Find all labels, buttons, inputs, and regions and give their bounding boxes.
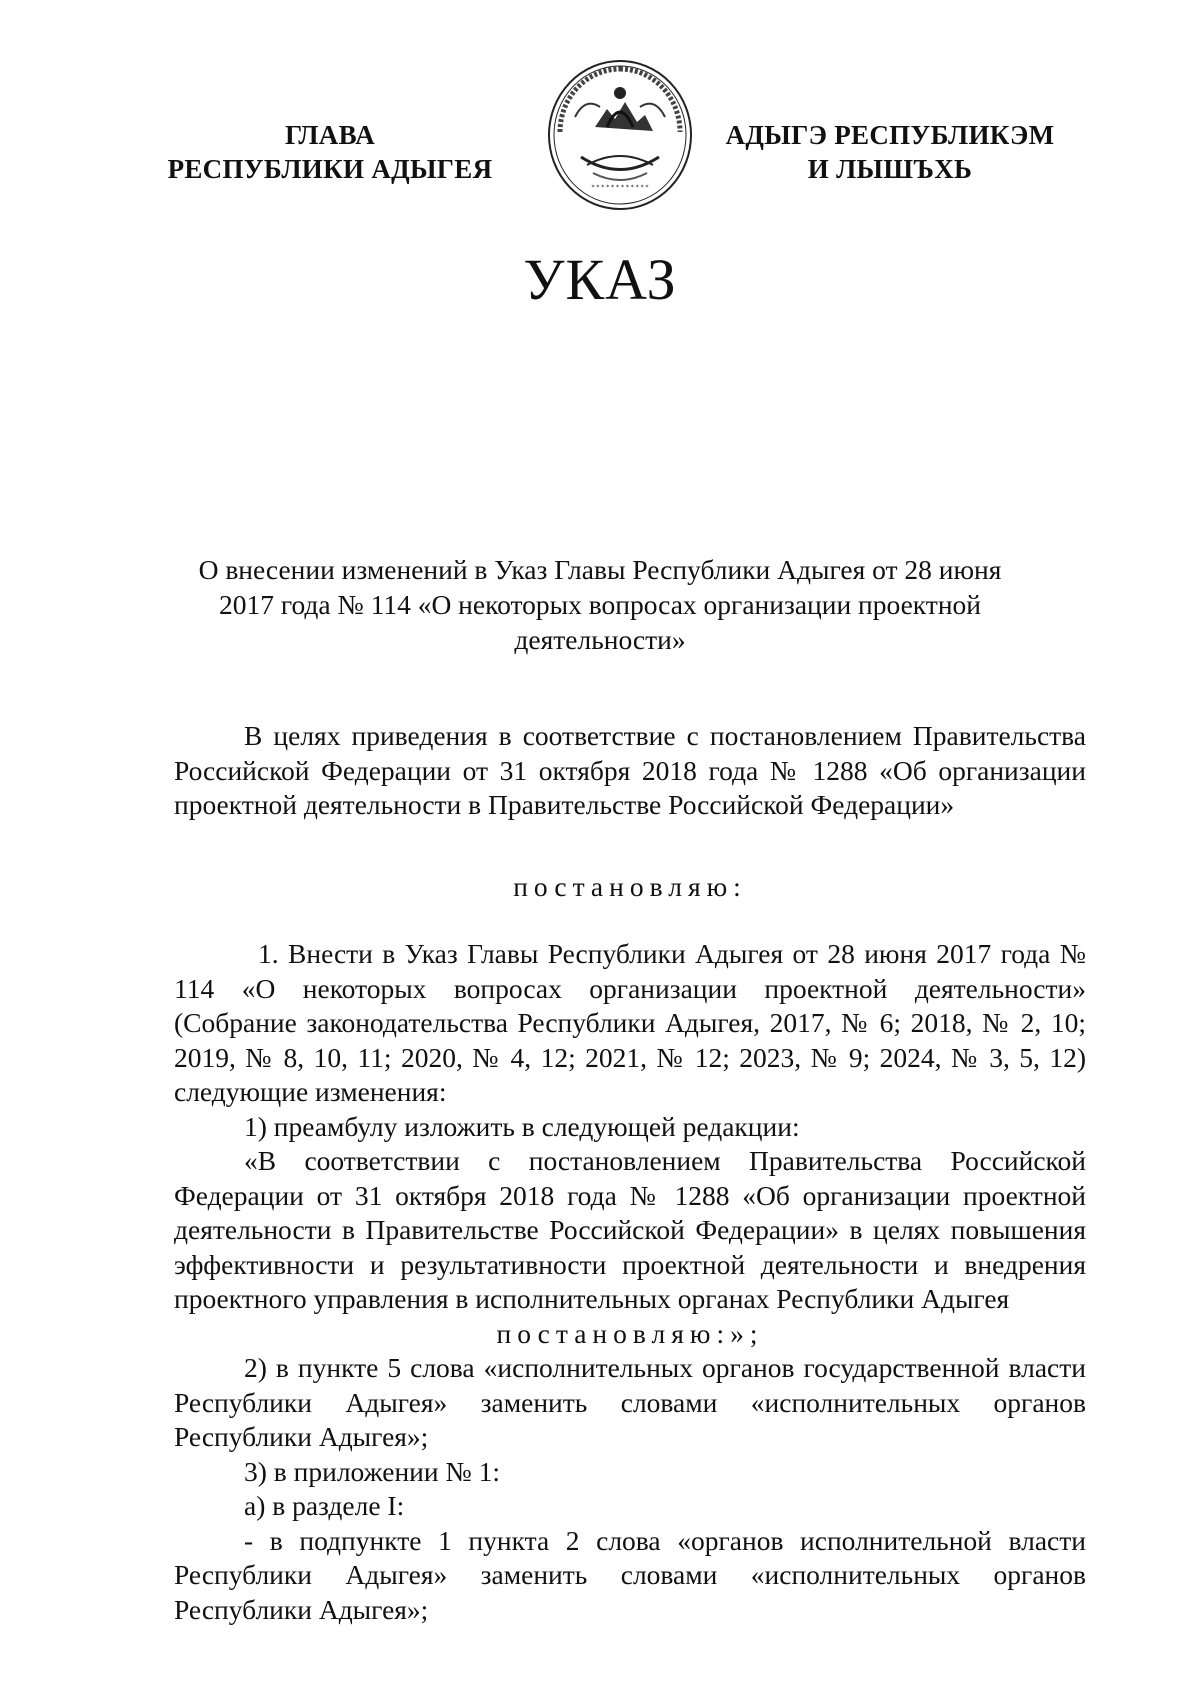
header-right-line1: АДЫГЭ РЕСПУБЛИКЭМ <box>725 120 1055 150</box>
document-title: УКАЗ <box>523 247 677 312</box>
svg-text:* * * * * * * * * * * *: * * * * * * * * * * * * <box>591 184 649 191</box>
decree-word-block <box>174 870 1086 905</box>
preamble-quote: «В соответствии с постановлением Правительства Российской Федерации от 31 октября 2018 года № 1288 «Об организации проектной деятельности в Правительстве Российской Федерации» в целях повышения эффективности и результативности проектной деятельности и внедрения проектного управления в исполнительных органах Республики Адыгея <box>174 1145 1086 1314</box>
coat-of-arms-icon <box>545 57 695 212</box>
dash-item-1: - в подпункте 1 пункта 2 слова «органов исполнительной власти Республики Адыгея» заменить словами «исполнительных органов Республики Адыгея»; <box>174 1524 1086 1625</box>
header-right-line2: И ЛЫШЪХЬ <box>807 154 973 184</box>
subject-line1: О внесении изменений в Указ Главы Республики Адыгея от 28 июня <box>198 554 1002 585</box>
header-right <box>680 118 1100 186</box>
decree-word: постановляю: <box>513 871 747 902</box>
intro-paragraph <box>174 719 1086 823</box>
header-left <box>150 118 510 186</box>
subitem-2: 2) в пункте 5 слова «исполнительных органов государственной власти Республики Адыгея» заменить словами «исполнительных органов Республики Адыгея»; <box>174 1352 1086 1452</box>
subject-line3: деятельности» <box>514 624 686 655</box>
document-subject <box>180 552 1020 657</box>
intro-text: В целях приведения в соответствие с постановлением Правительства Российской Федерации от 31 октября 2018 года № 1288 «Об организации проектной деятельности в Правительстве Российской Федерации» <box>174 720 1086 820</box>
subitem-3a: а) в разделе I: <box>244 1490 405 1521</box>
main-body <box>174 937 1086 1627</box>
header-left-line2: РЕСПУБЛИКИ АДЫГЕЯ <box>167 154 493 184</box>
item-1: 1. Внести в Указ Главы Республики Адыгея от 28 июня 2017 года № 114 «О некоторых вопросах организации проектной деятельности» (Собрание законодательства Республики Адыгея, 2017, № 6; 2018, № 2, 10; 2019, № 8, 10, 11; 2020, № 4, 12; 2021, № 12; 2023, № 9; 2024, № 3, 5, 12) следующие изменения: <box>174 938 1086 1107</box>
subitem-3: 3) в приложении № 1: <box>244 1455 500 1487</box>
quote-end: постановляю:»; <box>496 1317 764 1349</box>
subitem-1: 1) преамбулу изложить в следующей редакции: <box>244 1110 800 1142</box>
header-left-line1: ГЛАВА <box>284 120 376 150</box>
subject-line2: 2017 года № 114 «О некоторых вопросах организации проектной <box>218 589 982 620</box>
